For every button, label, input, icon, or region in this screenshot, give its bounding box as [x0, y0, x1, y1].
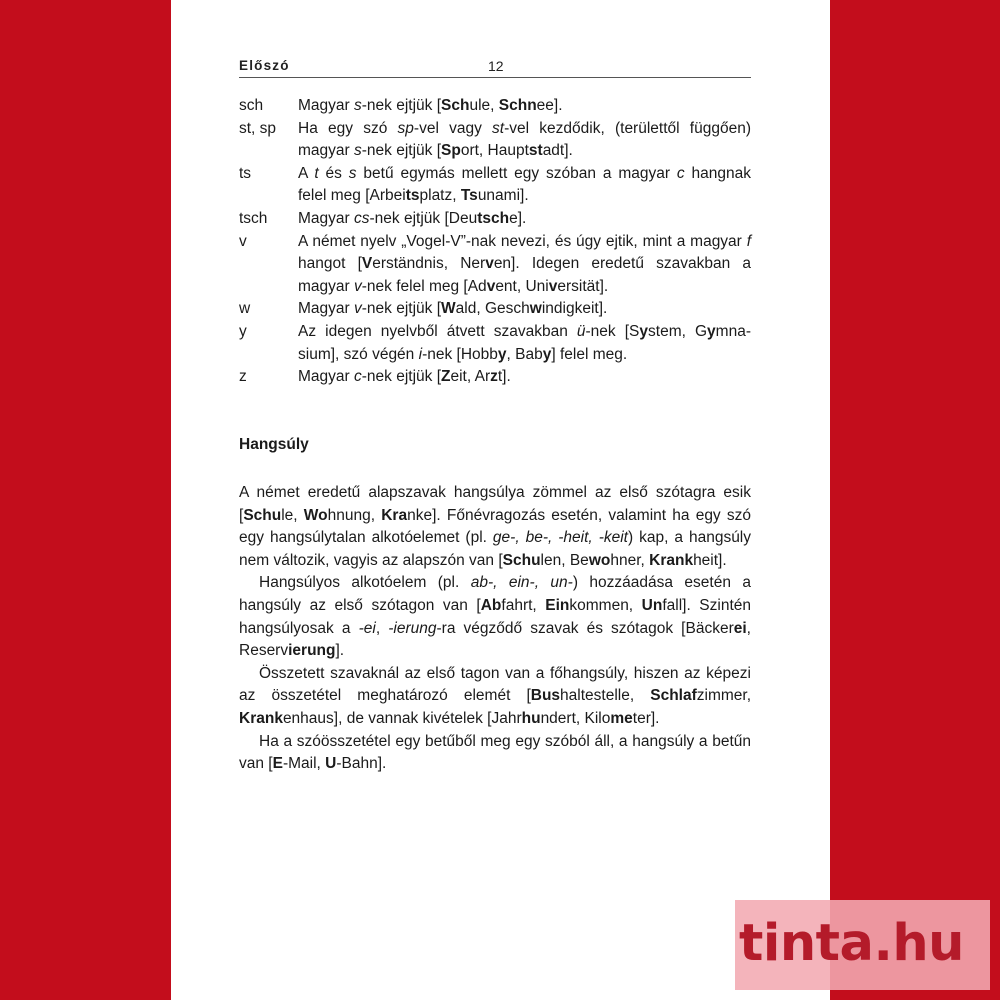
rule-row — [239, 118, 751, 163]
rule-key: w — [239, 300, 251, 318]
rule-key: ts — [239, 164, 252, 182]
paragraph: Hangsúlyos alkotóelem (pl. ab-, ein-, un-) hozzáadása esetén a hangsúly az első szótagon van [Abfahrt, Einkommen, Unfall]. Szintén hangsúlyosak a -ei, -ierung-ra végződő szavak és szótagok [Bäckerei, Reservierung]. — [239, 574, 751, 660]
rule-key: z — [239, 368, 247, 386]
rule-description: A t és s betű egymás mellett egy szóban a magyar c hangnak felel meg [Arbeitsplatz, Tsunami]. — [298, 164, 752, 205]
rule-description: Ha egy szó sp-vel vagy st-vel kezdődik, (területtől függően) magyar s-nek ejtjük [Sport, Hauptstadt]. — [298, 119, 751, 160]
rule-key: v — [239, 232, 247, 250]
rule-key: y — [239, 322, 247, 340]
section-title: Előszó — [239, 58, 290, 73]
paragraph: Ha a szóösszetétel egy betűből meg egy szóból áll, a hangsúly a betűn van [E-Mail, U-Bahn]. — [239, 732, 751, 773]
rule-description: Magyar cs-nek ejtjük [Deutsche]. — [298, 209, 527, 227]
watermark-text: tinta.hu — [739, 914, 964, 973]
rule-description: Magyar s-nek ejtjük [Schule, Schnee]. — [298, 97, 563, 114]
book-page — [171, 0, 830, 1000]
paragraph: Összetett szavaknál az első tagon van a főhangsúly, hiszen az képezi az összetétel meghatározó elemét [Bushaltestelle, Schlafzimmer, Krankenhaus], de vannak kivételek [Jahrhundert, Kilometer]. — [239, 664, 751, 727]
rule-key: st, sp — [239, 119, 277, 137]
rule-row — [239, 366, 751, 389]
watermark — [735, 900, 990, 990]
paragraph: A német eredetű alapszavak hangsúlya zömmel az első szótagra esik [Schule, Wohnung, Kranke]. Főnévragozás esetén, valamint ha egy szó egy hangsúlytalan alkotóelemet (pl. ge-, be-, -heit, -keit) kap, a hangsúly nem változik, vagyis az alapszón van [Schulen, Bewohner, Krankheit]. — [239, 484, 752, 569]
rule-row — [239, 163, 751, 208]
rule-description: Magyar v-nek ejtjük [Wald, Geschwindigkeit]. — [298, 300, 608, 318]
page-number: 12 — [488, 58, 504, 74]
section-heading: Hangsúly — [239, 436, 309, 453]
rule-row — [239, 208, 751, 231]
rule-row — [239, 298, 751, 321]
body-text — [239, 482, 751, 776]
pronunciation-rules — [239, 95, 751, 389]
rule-row — [239, 231, 751, 299]
rule-key: sch — [239, 97, 264, 114]
rule-row — [239, 95, 751, 118]
rule-description: Az idegen nyelvből átvett szavakban ü-nek [System, Gymnasium], szó végén i-nek [Hobby, Baby] felel meg. — [298, 322, 751, 363]
rule-row — [239, 321, 751, 366]
page-header — [239, 57, 751, 78]
rule-description: Magyar c-nek ejtjük [Zeit, Arzt]. — [298, 368, 511, 386]
rule-description: A német nyelv „Vogel-V”-nak nevezi, és úgy ejtik, mint a magyar f hangot [Verständnis, Nerven]. Idegen eredetű szavakban a magyar v-nek felel meg [Advent, Universität]. — [298, 232, 751, 295]
rule-key: tsch — [239, 209, 268, 227]
